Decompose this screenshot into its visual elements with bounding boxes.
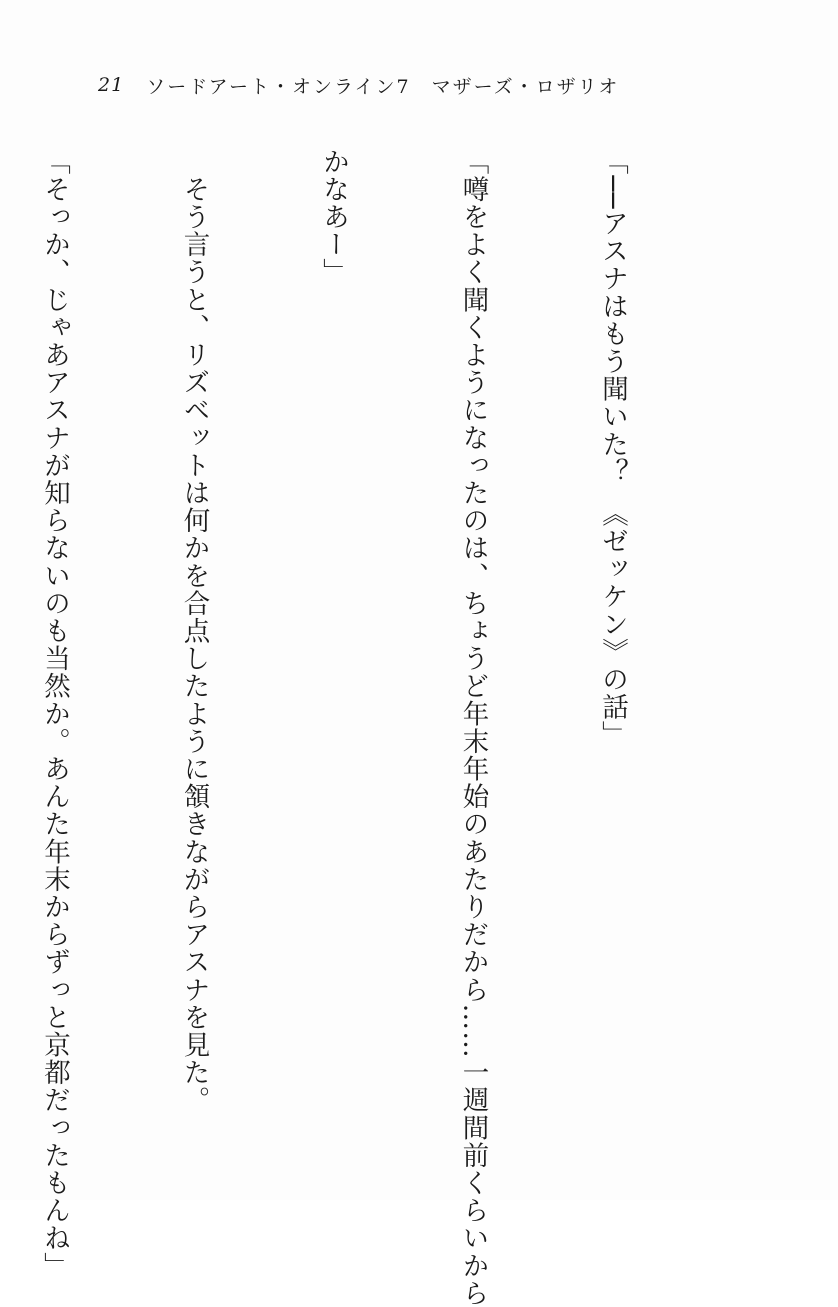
running-title: ソードアート・オンライン7 マザーズ・ロザリオ	[146, 75, 620, 98]
vertical-body-text	[39, 148, 728, 1307]
text-line: かなあー」	[318, 148, 349, 286]
page-header	[98, 70, 718, 100]
text-line: 「噂をよく聞くようになったのは、ちょうど年末年始のあたりだから……一週間前くらいから	[457, 148, 489, 1307]
text-line: 「──アスナはもう聞いた？ 《ゼッケン》の話」	[597, 148, 628, 749]
text-line: そう言うと、リズベットは何かを合点したように頷きながらアスナを見た。	[178, 148, 210, 1114]
page-number: 21	[98, 74, 125, 96]
text-line: 「そっか、じゃあアスナが知らないのも当然か。あんた年末からずっと京都だったもんね」	[39, 148, 70, 1280]
